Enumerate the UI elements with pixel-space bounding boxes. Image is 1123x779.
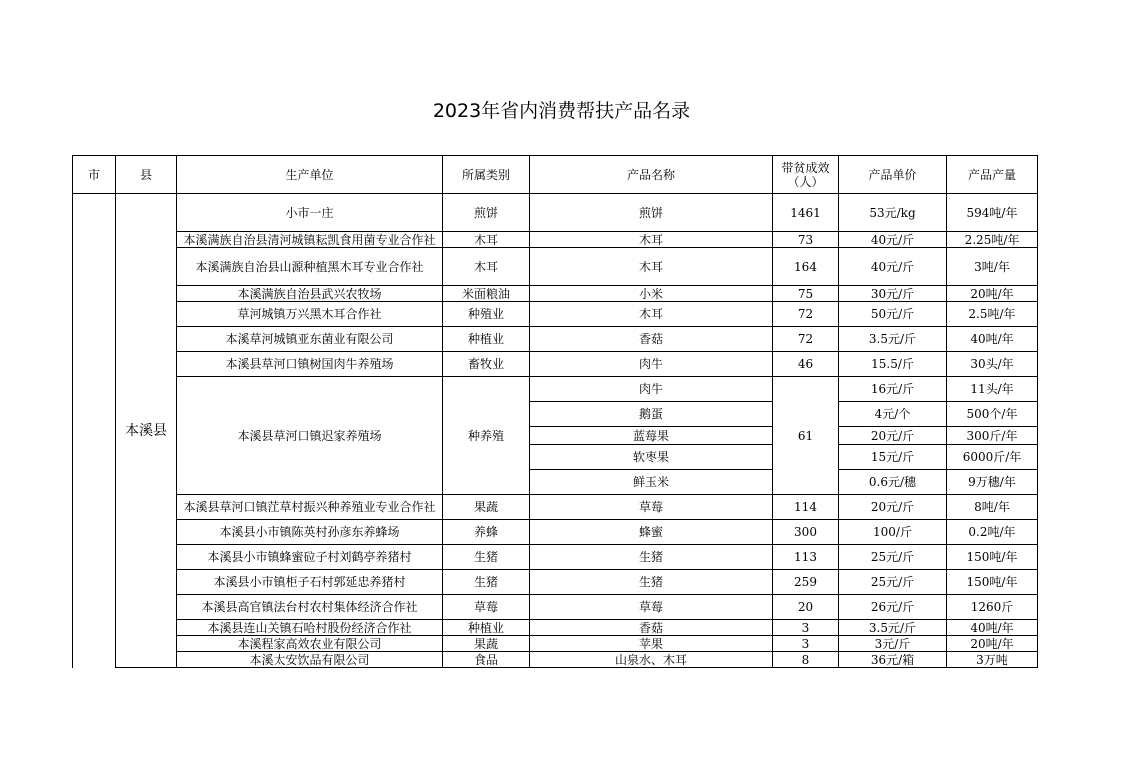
output-cell: 3吨/年 [947, 248, 1038, 286]
table-row [73, 620, 1038, 636]
beneficiaries-cell: 72 [773, 327, 839, 352]
category-cell: 种植业 [443, 620, 530, 636]
producer-cell: 本溪满族自治县山源种植黑木耳专业合作社 [177, 248, 443, 286]
producer-cell: 本溪县草河口镇迟家养殖场 [177, 377, 443, 495]
product-cell: 苹果 [530, 636, 773, 652]
price-cell: 20元/斤 [839, 495, 947, 520]
beneficiaries-cell: 3 [773, 636, 839, 652]
producer-cell: 小市一庄 [177, 194, 443, 232]
product-cell: 小米 [530, 286, 773, 302]
category-cell: 种植业 [443, 327, 530, 352]
beneficiaries-cell: 113 [773, 545, 839, 570]
category-cell: 果蔬 [443, 636, 530, 652]
price-cell: 36元/箱 [839, 652, 947, 668]
table-row [73, 545, 1038, 570]
product-cell: 蓝莓果 [530, 427, 773, 445]
beneficiaries-cell: 259 [773, 570, 839, 595]
output-cell: 8吨/年 [947, 495, 1038, 520]
producer-cell: 本溪县连山关镇石哈村股份经济合作社 [177, 620, 443, 636]
table-row [73, 652, 1038, 668]
producer-cell: 本溪县高官镇法台村农村集体经济合作社 [177, 595, 443, 620]
beneficiaries-cell: 72 [773, 302, 839, 327]
header-product: 产品名称 [530, 156, 773, 194]
output-cell: 2.25吨/年 [947, 232, 1038, 248]
product-cell: 草莓 [530, 495, 773, 520]
price-cell: 3元/斤 [839, 636, 947, 652]
header-unit-price: 产品单价 [839, 156, 947, 194]
product-cell: 木耳 [530, 232, 773, 248]
table-row [73, 302, 1038, 327]
producer-cell: 本溪县草河口镇树国肉牛养殖场 [177, 352, 443, 377]
product-cell: 木耳 [530, 302, 773, 327]
header-city: 市 [73, 156, 116, 194]
category-cell: 米面粮油 [443, 286, 530, 302]
output-cell: 1260斤 [947, 595, 1038, 620]
category-cell: 种养殖 [443, 377, 530, 495]
table-body [73, 194, 1038, 668]
output-cell: 2.5吨/年 [947, 302, 1038, 327]
table-row [73, 286, 1038, 302]
price-cell: 20元/斤 [839, 427, 947, 445]
price-cell: 4元/个 [839, 402, 947, 427]
table-row [73, 595, 1038, 620]
product-cell: 鹅蛋 [530, 402, 773, 427]
output-cell: 3万吨 [947, 652, 1038, 668]
output-cell: 150吨/年 [947, 545, 1038, 570]
price-cell: 100/斤 [839, 520, 947, 545]
price-cell: 30元/斤 [839, 286, 947, 302]
output-cell: 30头/年 [947, 352, 1038, 377]
table-row [73, 352, 1038, 377]
output-cell: 9万穗/年 [947, 470, 1038, 495]
product-cell: 草莓 [530, 595, 773, 620]
beneficiaries-cell: 73 [773, 232, 839, 248]
beneficiaries-cell: 300 [773, 520, 839, 545]
table-row [73, 327, 1038, 352]
product-cell: 香菇 [530, 327, 773, 352]
header-producer: 生产单位 [177, 156, 443, 194]
table-row [73, 520, 1038, 545]
beneficiaries-cell: 61 [773, 377, 839, 495]
output-cell: 300斤/年 [947, 427, 1038, 445]
header-beneficiaries: 带贫成效（人） [773, 156, 839, 194]
price-cell: 25元/斤 [839, 570, 947, 595]
product-cell: 煎饼 [530, 194, 773, 232]
category-cell: 食品 [443, 652, 530, 668]
category-cell: 养蜂 [443, 520, 530, 545]
output-cell: 20吨/年 [947, 286, 1038, 302]
header-county: 县 [116, 156, 177, 194]
product-table [72, 155, 1038, 668]
product-cell: 软枣果 [530, 445, 773, 470]
category-cell: 畜牧业 [443, 352, 530, 377]
output-cell: 500个/年 [947, 402, 1038, 427]
producer-cell: 草河城镇万兴黑木耳合作社 [177, 302, 443, 327]
product-cell: 鲜玉米 [530, 470, 773, 495]
header-row [73, 156, 1038, 194]
price-cell: 16元/斤 [839, 377, 947, 402]
price-cell: 0.6元/穗 [839, 470, 947, 495]
producer-cell: 本溪程家高效农业有限公司 [177, 636, 443, 652]
product-cell: 肉牛 [530, 352, 773, 377]
price-cell: 40元/斤 [839, 248, 947, 286]
product-cell: 木耳 [530, 248, 773, 286]
output-cell: 40吨/年 [947, 620, 1038, 636]
city-cell [73, 194, 116, 668]
product-cell: 生猪 [530, 570, 773, 595]
category-cell: 木耳 [443, 232, 530, 248]
producer-cell: 本溪满族自治县武兴农牧场 [177, 286, 443, 302]
output-cell: 594吨/年 [947, 194, 1038, 232]
document-title: 2023年省内消费帮扶产品名录 [432, 100, 691, 122]
category-cell: 煎饼 [443, 194, 530, 232]
output-cell: 11头/年 [947, 377, 1038, 402]
county-cell: 本溪县 [116, 194, 177, 668]
price-cell: 15.5/斤 [839, 352, 947, 377]
beneficiaries-cell: 75 [773, 286, 839, 302]
producer-cell: 本溪县小市镇蜂蜜砬子村刘鹤亭养猪村 [177, 545, 443, 570]
product-cell: 蜂蜜 [530, 520, 773, 545]
table-row [73, 495, 1038, 520]
table-row [73, 636, 1038, 652]
producer-cell: 本溪县小市镇陈英村孙彦东养蜂场 [177, 520, 443, 545]
output-cell: 40吨/年 [947, 327, 1038, 352]
header-category: 所属类别 [443, 156, 530, 194]
product-cell: 香菇 [530, 620, 773, 636]
category-cell: 种殖业 [443, 302, 530, 327]
category-cell: 果蔬 [443, 495, 530, 520]
category-cell: 木耳 [443, 248, 530, 286]
beneficiaries-cell: 114 [773, 495, 839, 520]
producer-cell: 本溪草河城镇亚东菌业有限公司 [177, 327, 443, 352]
output-cell: 0.2吨/年 [947, 520, 1038, 545]
producer-cell: 本溪太安饮品有限公司 [177, 652, 443, 668]
beneficiaries-cell: 46 [773, 352, 839, 377]
beneficiaries-cell: 8 [773, 652, 839, 668]
output-cell: 150吨/年 [947, 570, 1038, 595]
beneficiaries-cell: 3 [773, 620, 839, 636]
product-cell: 生猪 [530, 545, 773, 570]
header-output: 产品产量 [947, 156, 1038, 194]
table-row [73, 194, 1038, 232]
price-cell: 3.5元/斤 [839, 620, 947, 636]
product-cell: 山泉水、木耳 [530, 652, 773, 668]
price-cell: 50元/斤 [839, 302, 947, 327]
beneficiaries-cell: 20 [773, 595, 839, 620]
table-row [73, 248, 1038, 286]
table-row [73, 377, 1038, 402]
price-cell: 26元/斤 [839, 595, 947, 620]
price-cell: 53元/kg [839, 194, 947, 232]
price-cell: 25元/斤 [839, 545, 947, 570]
table-row [73, 232, 1038, 248]
beneficiaries-cell: 1461 [773, 194, 839, 232]
category-cell: 生猪 [443, 570, 530, 595]
beneficiaries-cell: 164 [773, 248, 839, 286]
producer-cell: 本溪县草河口镇茳草村振兴种养殖业专业合作社 [177, 495, 443, 520]
table-row [73, 570, 1038, 595]
price-cell: 40元/斤 [839, 232, 947, 248]
producer-cell: 本溪县小市镇柜子石村郭延忠养猪村 [177, 570, 443, 595]
price-cell: 3.5元/斤 [839, 327, 947, 352]
output-cell: 6000斤/年 [947, 445, 1038, 470]
category-cell: 生猪 [443, 545, 530, 570]
output-cell: 20吨/年 [947, 636, 1038, 652]
product-cell: 肉牛 [530, 377, 773, 402]
category-cell: 草莓 [443, 595, 530, 620]
producer-cell: 本溪满族自治县清河城镇耘凯食用菌专业合作社 [177, 232, 443, 248]
price-cell: 15元/斤 [839, 445, 947, 470]
